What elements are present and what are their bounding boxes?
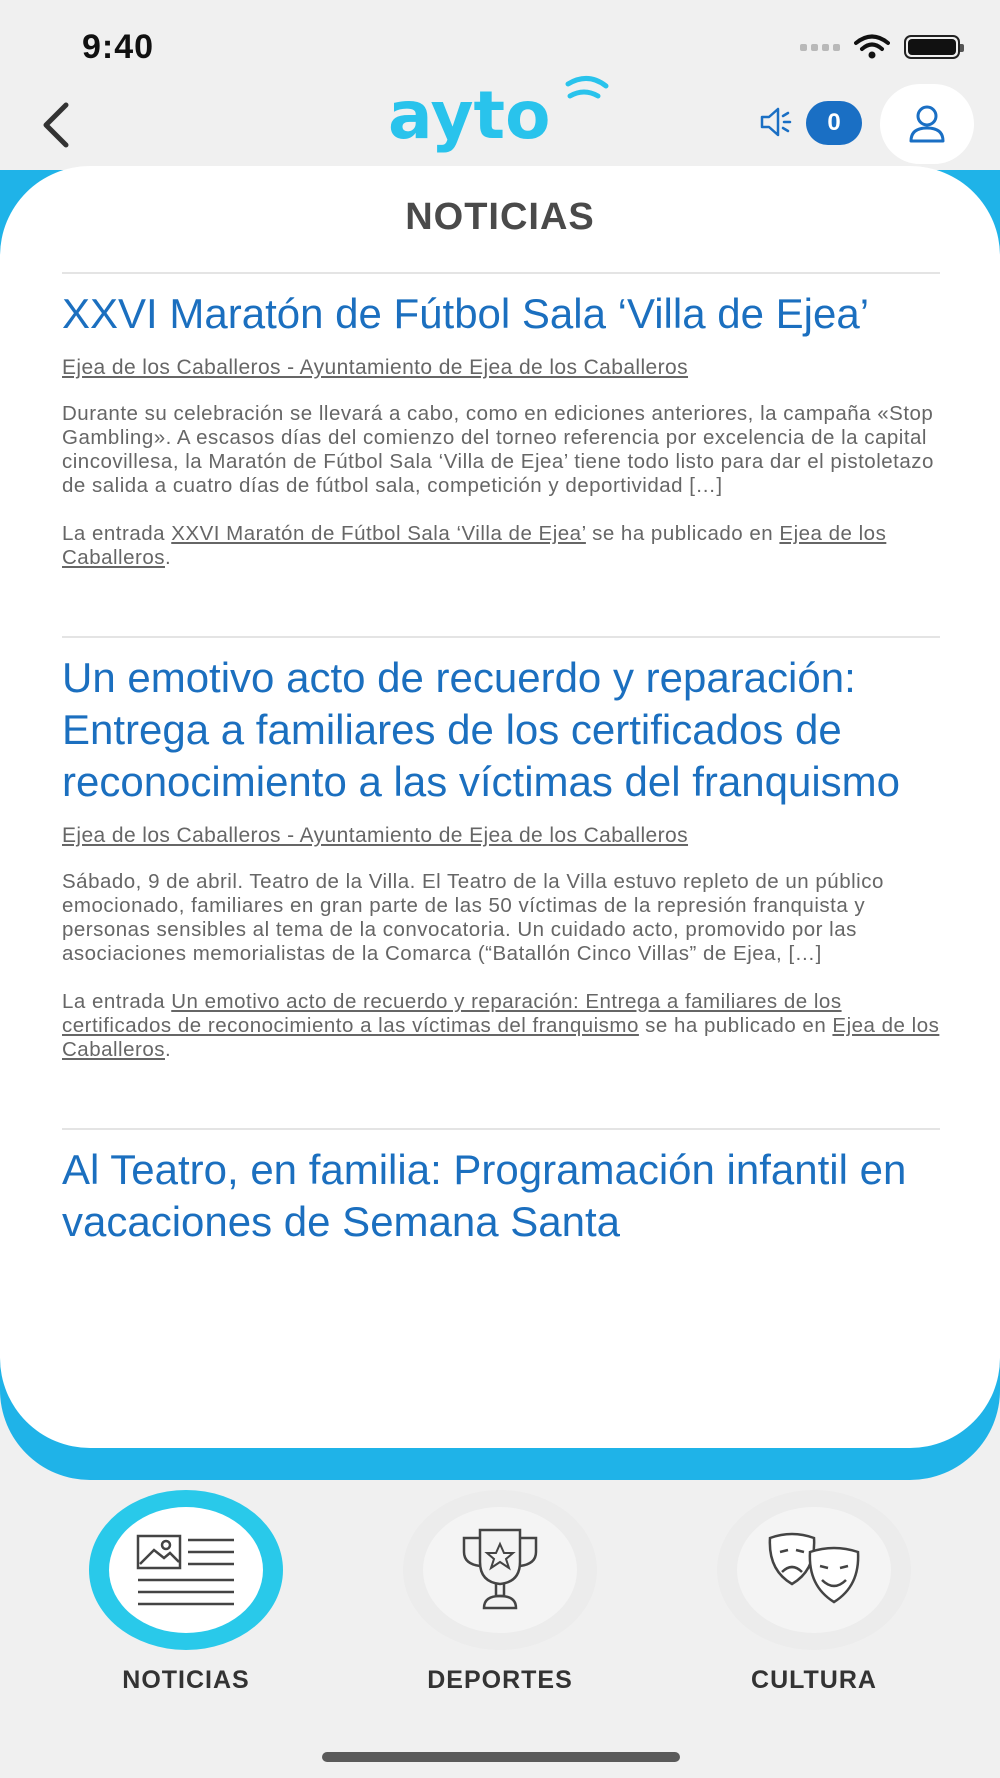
speaker-icon[interactable] — [758, 104, 794, 140]
ayto-logo — [384, 74, 614, 170]
article-title[interactable]: Al Teatro, en familia: Programación infantil en vacaciones de Semana Santa — [62, 1146, 907, 1245]
article-excerpt: Sábado, 9 de abril. Teatro de la Villa. El Teatro de la Villa estuvo repleto de un público emocionado, familiares en gran parte de las 50 víctimas de la represión franquista y personas sensibles al tema de la convocatoria. Un cuidado acto, promovido por las asociaciones memorialistas de la Comarca (“Batallón Cinco Villas” de Ejea, […] — [62, 870, 884, 965]
footer-end: . — [165, 1038, 172, 1061]
status-icons — [800, 34, 960, 60]
article-permalink[interactable]: Un emotivo acto de recuerdo y reparación: Entrega a familiares de los certificados de reconocimiento a las víctimas del franquismo — [62, 990, 842, 1037]
section-title: NOTICIAS — [405, 196, 595, 238]
article-footer — [62, 522, 940, 570]
back-button[interactable] — [26, 95, 86, 155]
tab-noticias[interactable] — [86, 1490, 286, 1695]
home-indicator[interactable] — [322, 1752, 680, 1762]
cellular-signal-icon — [800, 44, 840, 51]
article-excerpt: Durante su celebración se llevará a cabo, como en ediciones anteriores, la campaña «Stop Gambling». A escasos días del comienzo del torneo referencia por excelencia de la capital cincovillesa, la Maratón de Fútbol Sala ‘Villa de Ejea’ tiene todo listo para dar el pistoletazo de salida a cuatro días de fútbol sala, competición y deportividad […] — [62, 402, 934, 497]
article-source-link[interactable]: Ejea de los Caballeros - Ayuntamiento de Ejea de los Caballeros — [62, 356, 689, 379]
news-article — [62, 636, 940, 1062]
site-link[interactable]: Ejea de los Caballeros — [62, 522, 887, 569]
newspaper-icon — [134, 1530, 238, 1610]
trophy-icon — [452, 1522, 548, 1618]
tab-cultura[interactable] — [714, 1490, 914, 1695]
article-footer — [62, 990, 940, 1062]
news-article — [62, 272, 940, 570]
footer-prefix: La entrada — [62, 990, 172, 1013]
theater-masks-icon — [764, 1530, 864, 1610]
tab-deportes[interactable] — [400, 1490, 600, 1695]
tab-noticias-label: NOTICIAS — [122, 1666, 250, 1694]
tab-deportes-circle — [403, 1490, 597, 1650]
tab-cultura-circle — [717, 1490, 911, 1650]
wifi-icon — [854, 34, 890, 60]
status-time: 9:40 — [82, 28, 155, 66]
article-source-link[interactable]: Ejea de los Caballeros - Ayuntamiento de Ejea de los Caballeros — [62, 824, 689, 847]
footer-middle: se ha publicado en — [638, 1014, 833, 1037]
notification-count-badge[interactable]: 0 — [806, 101, 862, 145]
footer-end: . — [165, 546, 172, 569]
chevron-left-icon — [36, 101, 76, 149]
user-icon — [908, 104, 946, 144]
article-permalink[interactable]: XXVI Maratón de Fútbol Sala ‘Villa de Ejea’ — [171, 522, 586, 545]
user-profile-button[interactable] — [880, 84, 974, 164]
tab-noticias-circle — [89, 1490, 283, 1650]
tab-cultura-label: CULTURA — [751, 1666, 877, 1694]
footer-middle: se ha publicado en — [585, 522, 780, 545]
battery-icon — [904, 35, 960, 59]
news-card — [0, 166, 1000, 1448]
news-list — [62, 272, 940, 1314]
footer-prefix: La entrada — [62, 522, 172, 545]
article-title[interactable]: XXVI Maratón de Fútbol Sala ‘Villa de Ejea’ — [62, 290, 870, 337]
article-title[interactable]: Un emotivo acto de recuerdo y reparación: Entrega a familiares de los certificados de reconocimiento a las víctimas del franquismo — [62, 654, 901, 805]
news-article — [62, 1128, 940, 1248]
site-link[interactable]: Ejea de los Caballeros — [62, 1014, 940, 1061]
logo-text: ayto — [388, 77, 551, 154]
tab-deportes-label: DEPORTES — [427, 1666, 573, 1694]
